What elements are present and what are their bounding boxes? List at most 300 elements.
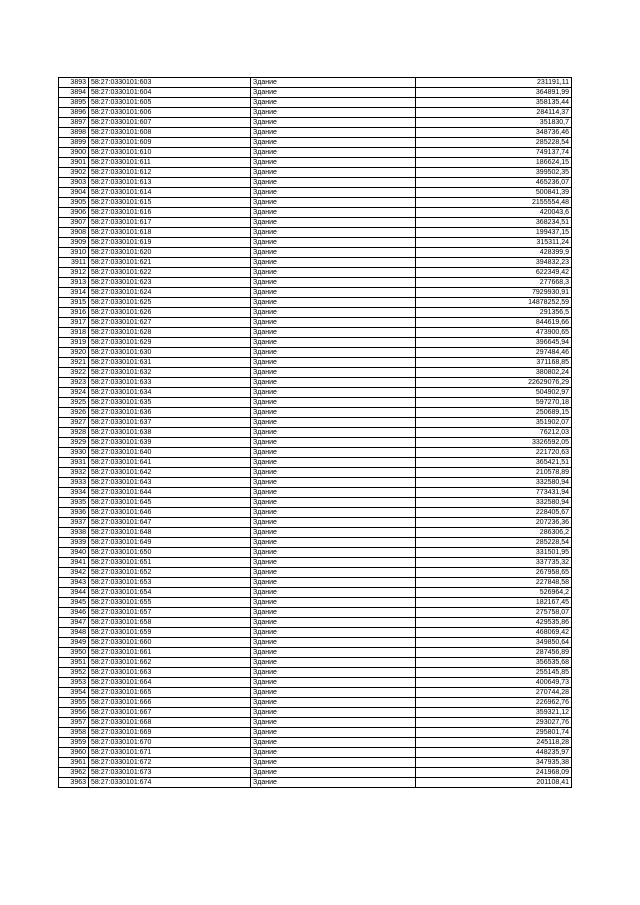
object-type: Здание — [251, 708, 416, 718]
cadastral-number: 58:27:0330101:635 — [89, 398, 251, 408]
row-number: 3916 — [59, 308, 89, 318]
row-number: 3906 — [59, 208, 89, 218]
object-type: Здание — [251, 208, 416, 218]
table-row — [59, 428, 572, 438]
object-type: Здание — [251, 198, 416, 208]
table-row — [59, 228, 572, 238]
row-number: 3900 — [59, 148, 89, 158]
cadastral-number: 58:27:0330101:663 — [89, 668, 251, 678]
table-row — [59, 698, 572, 708]
row-number: 3957 — [59, 718, 89, 728]
cadastral-number: 58:27:0330101:654 — [89, 588, 251, 598]
cadastral-value: 201108,41 — [416, 778, 572, 788]
cadastral-value: 2155554,48 — [416, 198, 572, 208]
cadastral-value: 347935,38 — [416, 758, 572, 768]
cadastral-value: 245118,28 — [416, 738, 572, 748]
table-row — [59, 208, 572, 218]
object-type: Здание — [251, 228, 416, 238]
cadastral-value: 473900,65 — [416, 328, 572, 338]
cadastral-value: 356535,68 — [416, 658, 572, 668]
object-type: Здание — [251, 348, 416, 358]
table-row — [59, 498, 572, 508]
cadastral-number: 58:27:0330101:641 — [89, 458, 251, 468]
cadastral-number: 58:27:0330101:608 — [89, 128, 251, 138]
object-type: Здание — [251, 618, 416, 628]
table-row — [59, 668, 572, 678]
object-type: Здание — [251, 658, 416, 668]
cadastral-value: 332580,94 — [416, 498, 572, 508]
cadastral-number: 58:27:0330101:611 — [89, 158, 251, 168]
object-type: Здание — [251, 578, 416, 588]
cadastral-number: 58:27:0330101:632 — [89, 368, 251, 378]
cadastral-value: 337735,32 — [416, 558, 572, 568]
cadastral-number: 58:27:0330101:664 — [89, 678, 251, 688]
cadastral-number: 58:27:0330101:616 — [89, 208, 251, 218]
table-row — [59, 538, 572, 548]
row-number: 3920 — [59, 348, 89, 358]
table-row — [59, 468, 572, 478]
row-number: 3903 — [59, 178, 89, 188]
row-number: 3960 — [59, 748, 89, 758]
cadastral-value: 429535,86 — [416, 618, 572, 628]
cadastral-value: 399502,35 — [416, 168, 572, 178]
object-type: Здание — [251, 138, 416, 148]
table-row — [59, 658, 572, 668]
object-type: Здание — [251, 538, 416, 548]
cadastral-number: 58:27:0330101:669 — [89, 728, 251, 738]
object-type: Здание — [251, 518, 416, 528]
row-number: 3908 — [59, 228, 89, 238]
cadastral-number: 58:27:0330101:646 — [89, 508, 251, 518]
cadastral-number: 58:27:0330101:668 — [89, 718, 251, 728]
row-number: 3922 — [59, 368, 89, 378]
object-type: Здание — [251, 328, 416, 338]
object-type: Здание — [251, 308, 416, 318]
object-type: Здание — [251, 278, 416, 288]
table-row — [59, 408, 572, 418]
row-number: 3936 — [59, 508, 89, 518]
cadastral-value: 396645,94 — [416, 338, 572, 348]
row-number: 3893 — [59, 78, 89, 88]
cadastral-value: 371168,85 — [416, 358, 572, 368]
cadastral-number: 58:27:0330101:618 — [89, 228, 251, 238]
cadastral-number: 58:27:0330101:643 — [89, 478, 251, 488]
cadastral-number: 58:27:0330101:657 — [89, 608, 251, 618]
table-row — [59, 448, 572, 458]
cadastral-number: 58:27:0330101:621 — [89, 258, 251, 268]
cadastral-value: 293027,76 — [416, 718, 572, 728]
row-number: 3959 — [59, 738, 89, 748]
cadastral-value: 597270,18 — [416, 398, 572, 408]
table-row — [59, 378, 572, 388]
row-number: 3924 — [59, 388, 89, 398]
row-number: 3948 — [59, 628, 89, 638]
cadastral-value: 182167,45 — [416, 598, 572, 608]
cadastral-number: 58:27:0330101:629 — [89, 338, 251, 348]
row-number: 3913 — [59, 278, 89, 288]
cadastral-number: 58:27:0330101:625 — [89, 298, 251, 308]
cadastral-number: 58:27:0330101:620 — [89, 248, 251, 258]
table-row — [59, 548, 572, 558]
table-body — [59, 78, 572, 788]
cadastral-number: 58:27:0330101:659 — [89, 628, 251, 638]
cadastral-number: 58:27:0330101:624 — [89, 288, 251, 298]
cadastral-value: 364891,99 — [416, 88, 572, 98]
table-row — [59, 348, 572, 358]
row-number: 3951 — [59, 658, 89, 668]
object-type: Здание — [251, 378, 416, 388]
cadastral-number: 58:27:0330101:630 — [89, 348, 251, 358]
cadastral-value: 331501,95 — [416, 548, 572, 558]
object-type: Здание — [251, 418, 416, 428]
object-type: Здание — [251, 358, 416, 368]
row-number: 3921 — [59, 358, 89, 368]
cadastral-value: 291356,5 — [416, 308, 572, 318]
object-type: Здание — [251, 688, 416, 698]
cadastral-number: 58:27:0330101:644 — [89, 488, 251, 498]
cadastral-value: 749137,74 — [416, 148, 572, 158]
row-number: 3911 — [59, 258, 89, 268]
cadastral-value: 14878252,59 — [416, 298, 572, 308]
cadastral-number: 58:27:0330101:662 — [89, 658, 251, 668]
row-number: 3931 — [59, 458, 89, 468]
cadastral-number: 58:27:0330101:604 — [89, 88, 251, 98]
table-row — [59, 628, 572, 638]
table-row — [59, 78, 572, 88]
cadastral-value: 76212,03 — [416, 428, 572, 438]
row-number: 3897 — [59, 118, 89, 128]
row-number: 3927 — [59, 418, 89, 428]
row-number: 3934 — [59, 488, 89, 498]
table-row — [59, 578, 572, 588]
cadastral-value: 7929930,91 — [416, 288, 572, 298]
table-row — [59, 568, 572, 578]
object-type: Здание — [251, 758, 416, 768]
cadastral-value: 275758,07 — [416, 608, 572, 618]
row-number: 3942 — [59, 568, 89, 578]
table-row — [59, 758, 572, 768]
object-type: Здание — [251, 188, 416, 198]
object-type: Здание — [251, 668, 416, 678]
cadastral-number: 58:27:0330101:626 — [89, 308, 251, 318]
row-number: 3929 — [59, 438, 89, 448]
table-row — [59, 218, 572, 228]
table-row — [59, 518, 572, 528]
cadastral-value: 226962,76 — [416, 698, 572, 708]
cadastral-number: 58:27:0330101:619 — [89, 238, 251, 248]
cadastral-number: 58:27:0330101:667 — [89, 708, 251, 718]
table-row — [59, 238, 572, 248]
cadastral-number: 58:27:0330101:603 — [89, 78, 251, 88]
cadastral-number: 58:27:0330101:639 — [89, 438, 251, 448]
cadastral-number: 58:27:0330101:609 — [89, 138, 251, 148]
cadastral-number: 58:27:0330101:650 — [89, 548, 251, 558]
row-number: 3938 — [59, 528, 89, 538]
cadastral-value: 186624,15 — [416, 158, 572, 168]
cadastral-number: 58:27:0330101:627 — [89, 318, 251, 328]
row-number: 3939 — [59, 538, 89, 548]
row-number: 3954 — [59, 688, 89, 698]
cadastral-value: 332580,94 — [416, 478, 572, 488]
row-number: 3937 — [59, 518, 89, 528]
object-type: Здание — [251, 338, 416, 348]
cadastral-value: 270744,28 — [416, 688, 572, 698]
row-number: 3898 — [59, 128, 89, 138]
cadastral-value: 267958,65 — [416, 568, 572, 578]
object-type: Здание — [251, 248, 416, 258]
cadastral-number: 58:27:0330101:605 — [89, 98, 251, 108]
object-type: Здание — [251, 438, 416, 448]
cadastral-value: 297484,46 — [416, 348, 572, 358]
table-row — [59, 338, 572, 348]
cadastral-value: 365421,51 — [416, 458, 572, 468]
object-type: Здание — [251, 298, 416, 308]
cadastral-number: 58:27:0330101:670 — [89, 738, 251, 748]
table-row — [59, 648, 572, 658]
cadastral-value: 277668,3 — [416, 278, 572, 288]
cadastral-number: 58:27:0330101:642 — [89, 468, 251, 478]
object-type: Здание — [251, 678, 416, 688]
table-row — [59, 778, 572, 788]
cadastral-number: 58:27:0330101:672 — [89, 758, 251, 768]
table-row — [59, 178, 572, 188]
row-number: 3917 — [59, 318, 89, 328]
table-row — [59, 388, 572, 398]
object-type: Здание — [251, 638, 416, 648]
table-row — [59, 748, 572, 758]
table-row — [59, 618, 572, 628]
cadastral-number: 58:27:0330101:652 — [89, 568, 251, 578]
cadastral-number: 58:27:0330101:640 — [89, 448, 251, 458]
cadastral-number: 58:27:0330101:665 — [89, 688, 251, 698]
cadastral-number: 58:27:0330101:636 — [89, 408, 251, 418]
table-row — [59, 88, 572, 98]
cadastral-number: 58:27:0330101:613 — [89, 178, 251, 188]
object-type: Здание — [251, 718, 416, 728]
row-number: 3907 — [59, 218, 89, 228]
object-type: Здание — [251, 258, 416, 268]
table-row — [59, 438, 572, 448]
cadastral-value: 468069,42 — [416, 628, 572, 638]
table-row — [59, 198, 572, 208]
table-row — [59, 418, 572, 428]
cadastral-value: 207236,36 — [416, 518, 572, 528]
cadastral-number: 58:27:0330101:634 — [89, 388, 251, 398]
row-number: 3905 — [59, 198, 89, 208]
cadastral-number: 58:27:0330101:653 — [89, 578, 251, 588]
table-row — [59, 108, 572, 118]
cadastral-value: 255145,85 — [416, 668, 572, 678]
object-type: Здание — [251, 458, 416, 468]
cadastral-number: 58:27:0330101:660 — [89, 638, 251, 648]
row-number: 3928 — [59, 428, 89, 438]
table-row — [59, 128, 572, 138]
cadastral-value: 228405,67 — [416, 508, 572, 518]
cadastral-number: 58:27:0330101:622 — [89, 268, 251, 278]
cadastral-number: 58:27:0330101:645 — [89, 498, 251, 508]
table-row — [59, 678, 572, 688]
row-number: 3961 — [59, 758, 89, 768]
cadastral-number: 58:27:0330101:615 — [89, 198, 251, 208]
cadastral-value: 368234,51 — [416, 218, 572, 228]
cadastral-value: 241968,09 — [416, 768, 572, 778]
row-number: 3894 — [59, 88, 89, 98]
object-type: Здание — [251, 448, 416, 458]
object-type: Здание — [251, 408, 416, 418]
row-number: 3962 — [59, 768, 89, 778]
row-number: 3949 — [59, 638, 89, 648]
cadastral-number: 58:27:0330101:673 — [89, 768, 251, 778]
row-number: 3950 — [59, 648, 89, 658]
row-number: 3895 — [59, 98, 89, 108]
row-number: 3956 — [59, 708, 89, 718]
cadastral-value: 315311,24 — [416, 238, 572, 248]
row-number: 3904 — [59, 188, 89, 198]
row-number: 3933 — [59, 478, 89, 488]
cadastral-value: 526964,2 — [416, 588, 572, 598]
cadastral-value: 285228,54 — [416, 138, 572, 148]
cadastral-number: 58:27:0330101:666 — [89, 698, 251, 708]
table-row — [59, 248, 572, 258]
row-number: 3932 — [59, 468, 89, 478]
object-type: Здание — [251, 428, 416, 438]
cadastral-value: 295801,74 — [416, 728, 572, 738]
cadastral-value: 448235,97 — [416, 748, 572, 758]
row-number: 3955 — [59, 698, 89, 708]
row-number: 3926 — [59, 408, 89, 418]
object-type: Здание — [251, 238, 416, 248]
object-type: Здание — [251, 558, 416, 568]
object-type: Здание — [251, 98, 416, 108]
row-number: 3923 — [59, 378, 89, 388]
cadastral-value: 622349,42 — [416, 268, 572, 278]
table-row — [59, 278, 572, 288]
cadastral-number: 58:27:0330101:674 — [89, 778, 251, 788]
row-number: 3918 — [59, 328, 89, 338]
object-type: Здание — [251, 88, 416, 98]
object-type: Здание — [251, 118, 416, 128]
object-type: Здание — [251, 178, 416, 188]
table-row — [59, 148, 572, 158]
row-number: 3919 — [59, 338, 89, 348]
cadastral-number: 58:27:0330101:637 — [89, 418, 251, 428]
cadastral-value: 210578,89 — [416, 468, 572, 478]
cadastral-value: 380802,24 — [416, 368, 572, 378]
object-type: Здание — [251, 488, 416, 498]
row-number: 3953 — [59, 678, 89, 688]
cadastral-value: 358135,44 — [416, 98, 572, 108]
table-row — [59, 258, 572, 268]
row-number: 3912 — [59, 268, 89, 278]
cadastral-value: 465236,07 — [416, 178, 572, 188]
table-row — [59, 188, 572, 198]
object-type: Здание — [251, 698, 416, 708]
table-row — [59, 288, 572, 298]
table-row — [59, 358, 572, 368]
row-number: 3943 — [59, 578, 89, 588]
object-type: Здание — [251, 398, 416, 408]
object-type: Здание — [251, 508, 416, 518]
row-number: 3946 — [59, 608, 89, 618]
row-number: 3930 — [59, 448, 89, 458]
table-row — [59, 398, 572, 408]
object-type: Здание — [251, 168, 416, 178]
row-number: 3909 — [59, 238, 89, 248]
cadastral-value: 359321,12 — [416, 708, 572, 718]
row-number: 3952 — [59, 668, 89, 678]
object-type: Здание — [251, 608, 416, 618]
table-row — [59, 718, 572, 728]
table-row — [59, 298, 572, 308]
row-number: 3958 — [59, 728, 89, 738]
row-number: 3963 — [59, 778, 89, 788]
cadastral-number: 58:27:0330101:631 — [89, 358, 251, 368]
cadastral-number: 58:27:0330101:648 — [89, 528, 251, 538]
object-type: Здание — [251, 468, 416, 478]
table-row — [59, 328, 572, 338]
cadastral-value-table — [58, 77, 572, 788]
row-number: 3925 — [59, 398, 89, 408]
row-number: 3940 — [59, 548, 89, 558]
table-row — [59, 638, 572, 648]
cadastral-number: 58:27:0330101:612 — [89, 168, 251, 178]
table-row — [59, 558, 572, 568]
object-type: Здание — [251, 738, 416, 748]
object-type: Здание — [251, 548, 416, 558]
row-number: 3914 — [59, 288, 89, 298]
object-type: Здание — [251, 778, 416, 788]
cadastral-number: 58:27:0330101:651 — [89, 558, 251, 568]
cadastral-number: 58:27:0330101:661 — [89, 648, 251, 658]
cadastral-value: 351902,07 — [416, 418, 572, 428]
table-row — [59, 738, 572, 748]
row-number: 3899 — [59, 138, 89, 148]
row-number: 3944 — [59, 588, 89, 598]
row-number: 3901 — [59, 158, 89, 168]
object-type: Здание — [251, 288, 416, 298]
table-row — [59, 608, 572, 618]
cadastral-number: 58:27:0330101:606 — [89, 108, 251, 118]
cadastral-value: 428399,9 — [416, 248, 572, 258]
row-number: 3910 — [59, 248, 89, 258]
object-type: Здание — [251, 528, 416, 538]
cadastral-number: 58:27:0330101:649 — [89, 538, 251, 548]
cadastral-number: 58:27:0330101:655 — [89, 598, 251, 608]
table-row — [59, 368, 572, 378]
object-type: Здание — [251, 148, 416, 158]
object-type: Здание — [251, 648, 416, 658]
cadastral-value: 22629076,29 — [416, 378, 572, 388]
object-type: Здание — [251, 478, 416, 488]
object-type: Здание — [251, 498, 416, 508]
cadastral-number: 58:27:0330101:614 — [89, 188, 251, 198]
cadastral-number: 58:27:0330101:658 — [89, 618, 251, 628]
table-row — [59, 728, 572, 738]
object-type: Здание — [251, 588, 416, 598]
cadastral-value: 351830,7 — [416, 118, 572, 128]
cadastral-value: 221720,63 — [416, 448, 572, 458]
object-type: Здание — [251, 628, 416, 638]
object-type: Здание — [251, 78, 416, 88]
row-number: 3945 — [59, 598, 89, 608]
table-row — [59, 588, 572, 598]
object-type: Здание — [251, 158, 416, 168]
row-number: 3935 — [59, 498, 89, 508]
cadastral-number: 58:27:0330101:628 — [89, 328, 251, 338]
object-type: Здание — [251, 598, 416, 608]
row-number: 3941 — [59, 558, 89, 568]
cadastral-value: 3326592,05 — [416, 438, 572, 448]
